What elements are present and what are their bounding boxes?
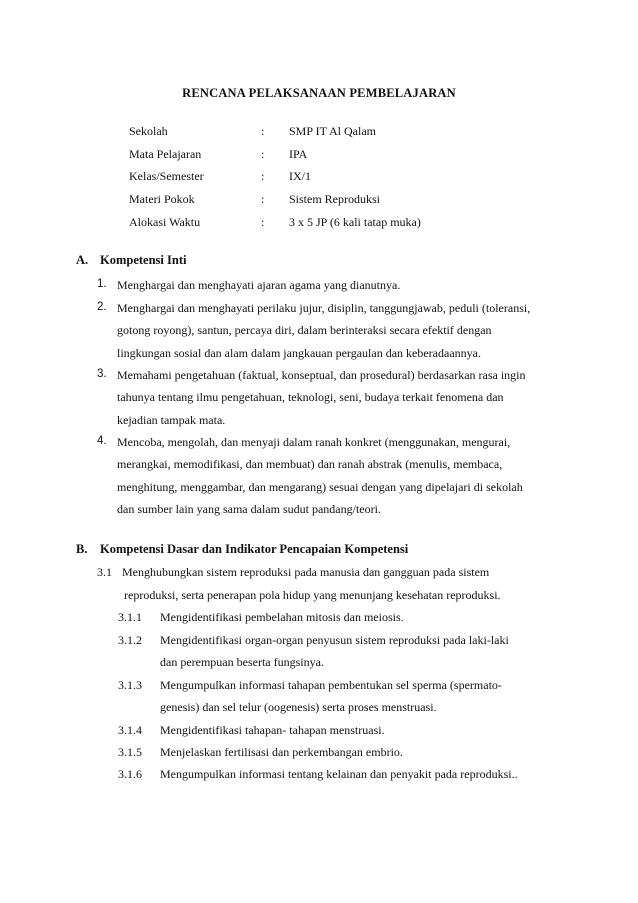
info-colon: : (261, 147, 265, 161)
kd-line: Menghubungkan sistem reproduksi pada manusia dan gangguan pada sistem (122, 565, 490, 579)
indicator-number: 3.1.6 (118, 767, 142, 781)
indicator-line: Mengidentifikasi pembelahan mitosis dan meiosis. (160, 610, 404, 624)
info-colon: : (261, 215, 265, 229)
list-item-line: menghitung, menggambar, dan mengarang) sesuai dengan yang dipelajari di sekolah (117, 480, 523, 494)
kd-number: 3.1 (97, 565, 112, 579)
list-item-line: Menghargai dan menghayati ajaran agama yang dianutnya. (117, 278, 401, 292)
indicator-line: Mengidentifikasi organ-organ penyusun sistem reproduksi pada laki-laki (160, 633, 509, 647)
info-row-topic (0, 193, 638, 209)
list-item-line: lingkungan sosial dan alam dalam jangkauan pergaulan dan keberadaannya. (117, 346, 481, 360)
section-title: Kompetensi Dasar dan Indikator Pencapaian Kompetensi (100, 542, 409, 556)
list-item-line: Mencoba, mengolah, dan menyaji dalam ranah konkret (menggunakan, mengurai, (117, 435, 511, 449)
info-value: 3 x 5 JP (6 kali tatap muka) (289, 215, 421, 229)
indicator-line: Mengumpulkan informasi tahapan pembentukan sel sperma (spermato- (160, 678, 502, 692)
indicator-line: Mengidentifikasi tahapan- tahapan menstruasi. (160, 723, 385, 737)
info-row-school (0, 125, 638, 141)
indicator-line: Mengumpulkan informasi tentang kelainan dan penyakit pada reproduksi.. (160, 767, 518, 781)
info-colon: : (261, 192, 265, 206)
indicator-number: 3.1.4 (118, 723, 142, 737)
list-item-line: kejadian tampak mata. (117, 413, 226, 427)
info-value: IX/1 (289, 169, 311, 183)
indicator-line: dan perempuan beserta fungsinya. (160, 655, 324, 669)
info-label: Sekolah (129, 124, 168, 138)
info-label: Mata Pelajaran (129, 147, 202, 161)
section-letter: A. (76, 253, 89, 267)
indicator-line: genesis) dan sel telur (oogenesis) serta proses menstruasi. (160, 700, 437, 714)
indicator-number: 3.1.1 (118, 610, 142, 624)
info-value: IPA (289, 147, 308, 161)
info-value: SMP IT Al Qalam (289, 124, 377, 138)
indicator-line: Menjelaskan fertilisasi dan perkembangan embrio. (160, 745, 403, 759)
section-b-heading (76, 543, 408, 556)
list-item-number: 2. (97, 301, 107, 313)
section-title: Kompetensi Inti (100, 253, 187, 267)
list-item-line: Menghargai dan menghayati perilaku jujur, disiplin, tanggungjawab, peduli (toleransi, (117, 301, 531, 315)
info-label: Alokasi Waktu (129, 215, 201, 229)
info-label: Materi Pokok (129, 192, 195, 206)
info-row-subject (0, 148, 638, 164)
section-letter: B. (76, 542, 88, 556)
list-item-line: gotong royong), santun, percaya diri, dalam berinteraksi secara efektif dengan (117, 323, 492, 337)
list-item-line: tahunya tentang ilmu pengetahuan, teknologi, seni, budaya terkait fenomena dan (117, 390, 504, 404)
list-item-number: 4. (97, 435, 107, 447)
info-label: Kelas/Semester (129, 169, 204, 183)
info-row-time (0, 216, 638, 232)
document-title: RENCANA PELAKSANAAN PEMBELAJARAN (182, 86, 456, 100)
indicator-number: 3.1.3 (118, 678, 142, 692)
info-value: Sistem Reproduksi (289, 192, 381, 206)
list-item-number: 1. (97, 278, 107, 290)
list-item-number: 3. (97, 368, 107, 380)
info-colon: : (261, 124, 265, 138)
list-item-line: merangkai, memodifikasi, dan membuat) dan ranah abstrak (menulis, membaca, (117, 457, 503, 471)
info-row-class (0, 170, 638, 186)
kd-line: reproduksi, serta penerapan pola hidup yang menunjang kesehatan reproduksi. (124, 588, 501, 602)
indicator-number: 3.1.5 (118, 745, 142, 759)
indicator-number: 3.1.2 (118, 633, 142, 647)
section-a-heading (76, 254, 186, 267)
list-item-line: dan sumber lain yang sama dalam sudut pandang/teori. (117, 502, 381, 516)
list-item-line: Memahami pengetahuan (faktual, konseptual, dan prosedural) berdasarkan rasa ingin (117, 368, 526, 382)
info-colon: : (261, 169, 265, 183)
